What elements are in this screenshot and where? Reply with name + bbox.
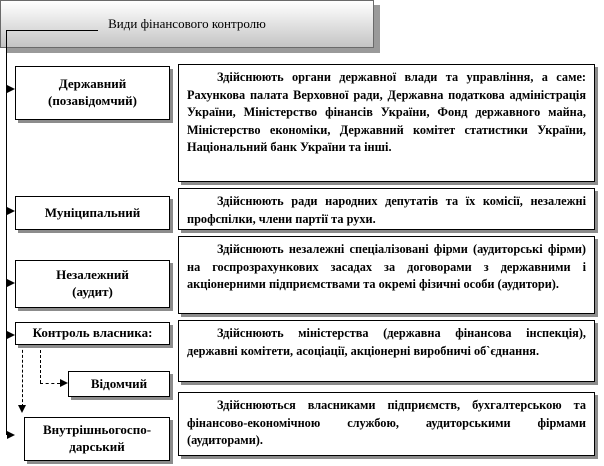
type-box-munitsypalnyi — [15, 196, 170, 230]
arrow-derzhavnyi — [7, 85, 15, 93]
connector-vidomchyi-dashed — [40, 345, 41, 383]
type-box-kontrol-vlasnyka — [15, 322, 170, 345]
type-label-vidomchyi: Відомчий — [90, 375, 148, 391]
diagram-title-text: Види фінансового контролю — [108, 16, 266, 31]
arrow-munitsypalnyi — [7, 207, 15, 215]
description-derzhavnyi: Здійснюють органи державної влади та управління, а саме: Рахункова палата Верховної ради, Державна податкова адміністрація України, Міністерство фінансів України, Фонд державного майна, Міністерство економіки, Державний комітет статистики України, Національний банк України та інші. — [187, 70, 586, 154]
diagram-title — [0, 0, 374, 48]
description-nezalezhnyi: Здійснюють незалежні спеціалізовані фірми (аудиторські фірми) на госпрозрахункових засадах за договорами з державними і акціонерними підприємствами та окремі фізичні особи (аудитори). — [187, 242, 586, 291]
arrow-trunk-bottom — [7, 431, 15, 439]
arrow-vidomchyi — [60, 379, 68, 387]
description-kontrol-vlasnyka: Здійснюють міністерства (державна фінансова інспекція), державні комітети, асоціації, акціонерні виробничі об`єднання. — [187, 326, 586, 358]
arrow-nezalezhnyi — [7, 279, 15, 287]
type-label-derzhavnyi: Державний (позавідомчий) — [47, 76, 137, 108]
description-box-munitsypalnyi — [178, 188, 595, 230]
description-munitsypalnyi: Здійснюють ради народних депутатів та їх комісії, незалежні профспілки, члени партії та рухи. — [187, 194, 586, 226]
type-box-nezalezhnyi — [15, 260, 170, 308]
description-box-vnutrishnii — [178, 392, 595, 456]
type-label-munitsypalnyi: Муніципальний — [44, 204, 141, 220]
type-label-vnutrishnii: Внутрішньогоспо-дарський — [42, 422, 152, 454]
description-vnutrishnii: Здійснюються власниками підприємств, бухгалтерською та фінансово-економічною службою, аудиторськими фірмами (аудиторами). — [187, 398, 586, 447]
description-box-derzhavnyi — [178, 64, 595, 182]
connector-owner-dashed — [22, 345, 23, 407]
arrow-kontrol-vlasnyka — [7, 331, 15, 339]
arrow-vnutrishnii — [18, 405, 26, 413]
connector-top — [6, 30, 98, 31]
type-box-vidomchyi — [68, 371, 170, 397]
connector-vidomchyi-h — [40, 383, 60, 384]
type-box-vnutrishnii — [24, 417, 170, 461]
description-box-nezalezhnyi — [178, 236, 595, 314]
type-box-derzhavnyi — [15, 66, 170, 120]
description-box-kontrol-vlasnyka — [178, 320, 595, 382]
type-label-nezalezhnyi: Незалежний (аудит) — [56, 267, 129, 299]
type-label-kontrol-vlasnyka: Контроль власника: — [32, 325, 153, 341]
